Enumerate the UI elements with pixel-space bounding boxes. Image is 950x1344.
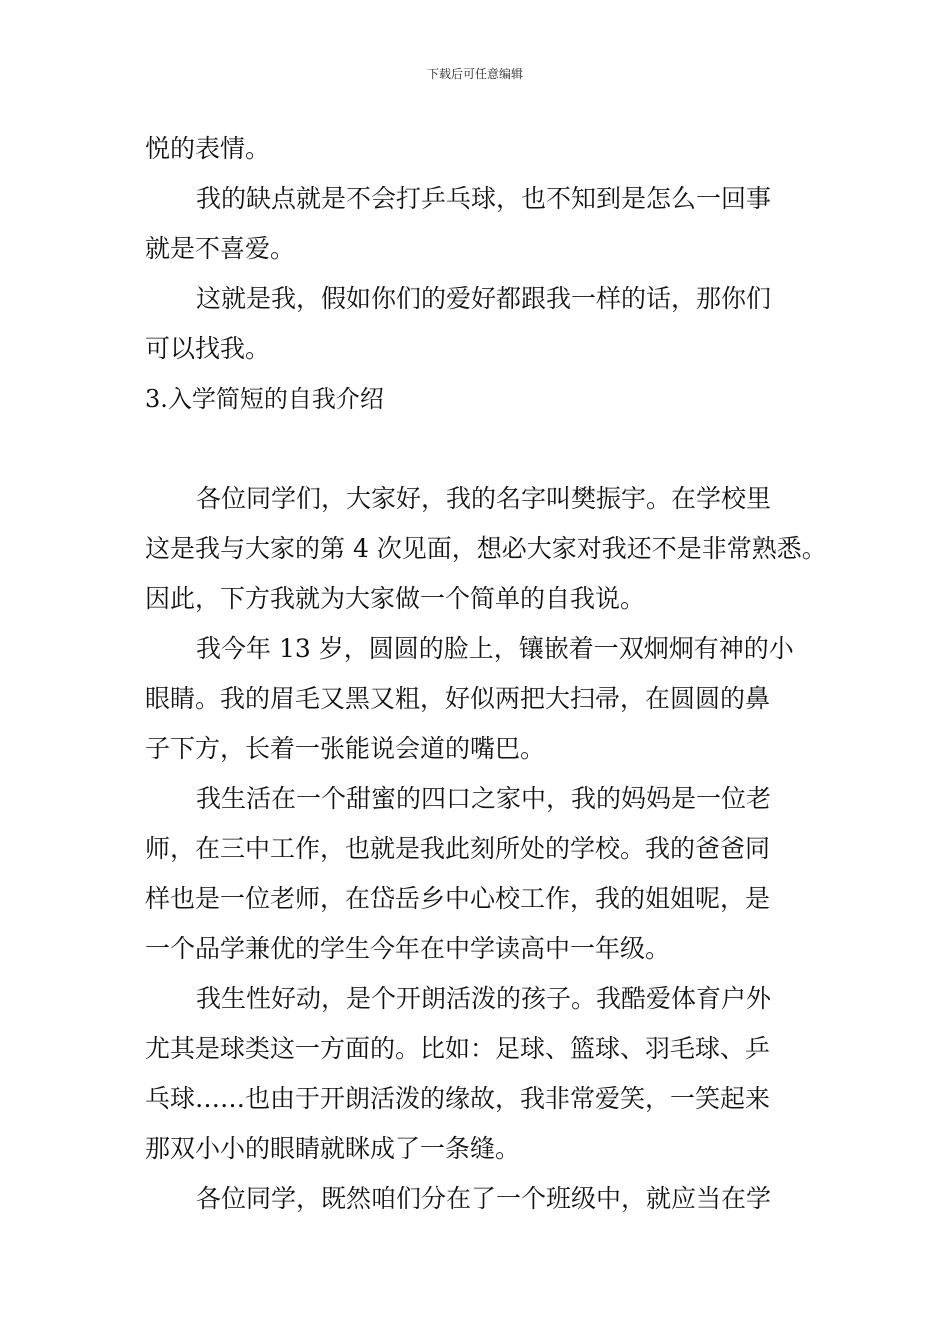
text-line: 师，在三中工作，也就是我此刻所处的学校。我的爸爸同 [145,834,771,863]
text-line: 乓球……也由于开朗活泼的缘故，我非常爱笑，一笑起来 [145,1084,771,1113]
text-line: 尤其是球类这一方面的。比如：足球、篮球、羽毛球、乒 [145,1034,771,1063]
text-line: 就是不喜爱。 [145,234,296,263]
paragraph-first-line: 各位同学，既然咱们分在了一个班级中，就应当在学 [196,1184,772,1213]
blank-line [145,424,815,474]
text-line: 样也是一位老师，在岱岳乡中心校工作，我的姐姐呢，是 [145,884,771,913]
paragraph-first-line: 我今年 13 岁，圆圆的脸上，镶嵌着一双炯炯有神的小 [196,634,794,663]
text-line: 那双小小的眼睛就眯成了一条缝。 [145,1134,521,1163]
text-line: 这是我与大家的第 4 次见面，想必大家对我还不是非常熟悉。 [145,534,827,563]
text-line: 眼睛。我的眉毛又黑又粗，好似两把大扫帚，在圆圆的鼻 [145,684,771,713]
text-line: 因此，下方我就为大家做一个简单的自我说。 [145,584,646,613]
paragraph-first-line: 这就是我，假如你们的爱好都跟我一样的话，那你们 [196,284,772,313]
paragraph-first-line: 我的缺点就是不会打乒乓球，也不知到是怎么一回事 [196,184,772,213]
text-line: 悦的表情。 [145,134,271,163]
text-line: 可以找我。 [145,334,271,363]
paragraph-first-line: 各位同学们，大家好，我的名字叫樊振宇。在学校里 [196,484,772,513]
paragraph-first-line: 我生性好动，是个开朗活泼的孩子。我酷爱体育户外 [196,984,772,1013]
text-line: 一个品学兼优的学生今年在中学读高中一年级。 [145,934,671,963]
section-heading: 3.入学简短的自我介绍 [145,385,384,413]
document-body [145,124,827,1224]
text-line: 子下方，长着一张能说会道的嘴巴。 [145,734,546,763]
page-header: 下载后可任意编辑 [426,67,523,81]
paragraph-first-line: 我生活在一个甜蜜的四口之家中，我的妈妈是一位老 [196,784,772,813]
